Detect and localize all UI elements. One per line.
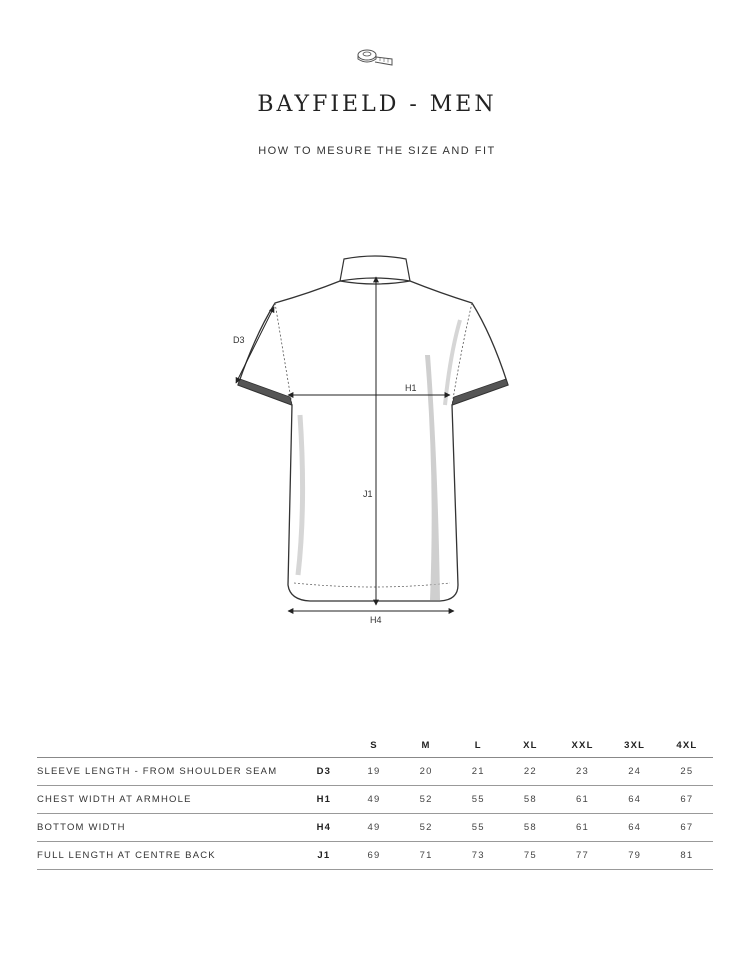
cell-value: 24 [609,758,661,786]
table-row [37,758,713,786]
table-header-row [37,733,713,758]
cell-value: 25 [661,758,713,786]
header-blank [37,733,300,758]
page-title: BAYFIELD - MEN [257,92,497,117]
label-d3: D3 [233,335,245,345]
size-header: L [452,733,504,758]
cell-value: 23 [556,758,608,786]
cell-value: 64 [609,814,661,842]
cell-value: 55 [452,814,504,842]
size-header: 3XL [609,733,661,758]
cell-value: 77 [556,842,608,870]
cell-value: 55 [452,786,504,814]
label-h4: H4 [370,615,382,625]
cell-value: 52 [400,814,452,842]
size-header: XXL [556,733,608,758]
header-blank-code [300,733,348,758]
table-row [37,786,713,814]
size-header: XL [504,733,556,758]
cell-value: 67 [661,786,713,814]
size-header: M [400,733,452,758]
cell-value: 58 [504,814,556,842]
row-label: BOTTOM WIDTH [37,814,300,842]
cell-value: 67 [661,814,713,842]
cell-value: 52 [400,786,452,814]
cell-value: 81 [661,842,713,870]
row-code: D3 [300,758,348,786]
cell-value: 19 [348,758,400,786]
cell-value: 21 [452,758,504,786]
label-j1: J1 [363,489,373,499]
cell-value: 69 [348,842,400,870]
cell-value: 73 [452,842,504,870]
cell-value: 64 [609,786,661,814]
row-code: H1 [300,786,348,814]
cell-value: 49 [348,814,400,842]
row-label: FULL LENGTH AT CENTRE BACK [37,842,300,870]
cell-value: 61 [556,786,608,814]
row-label: SLEEVE LENGTH - FROM SHOULDER SEAM [37,758,300,786]
cell-value: 20 [400,758,452,786]
cell-value: 71 [400,842,452,870]
measuring-tape-icon [355,46,395,68]
label-h1: H1 [405,383,417,393]
size-header: 4XL [661,733,713,758]
size-chart-table [37,733,713,870]
cell-value: 49 [348,786,400,814]
cell-value: 58 [504,786,556,814]
size-header: S [348,733,400,758]
table-row [37,842,713,870]
table-row [37,814,713,842]
cell-value: 61 [556,814,608,842]
cell-value: 75 [504,842,556,870]
page-subtitle: HOW TO MESURE THE SIZE AND FIT [258,145,496,157]
cell-value: 22 [504,758,556,786]
row-code: J1 [300,842,348,870]
shirt-measurement-diagram [200,245,540,635]
cell-value: 79 [609,842,661,870]
row-code: H4 [300,814,348,842]
row-label: CHEST WIDTH AT ARMHOLE [37,786,300,814]
